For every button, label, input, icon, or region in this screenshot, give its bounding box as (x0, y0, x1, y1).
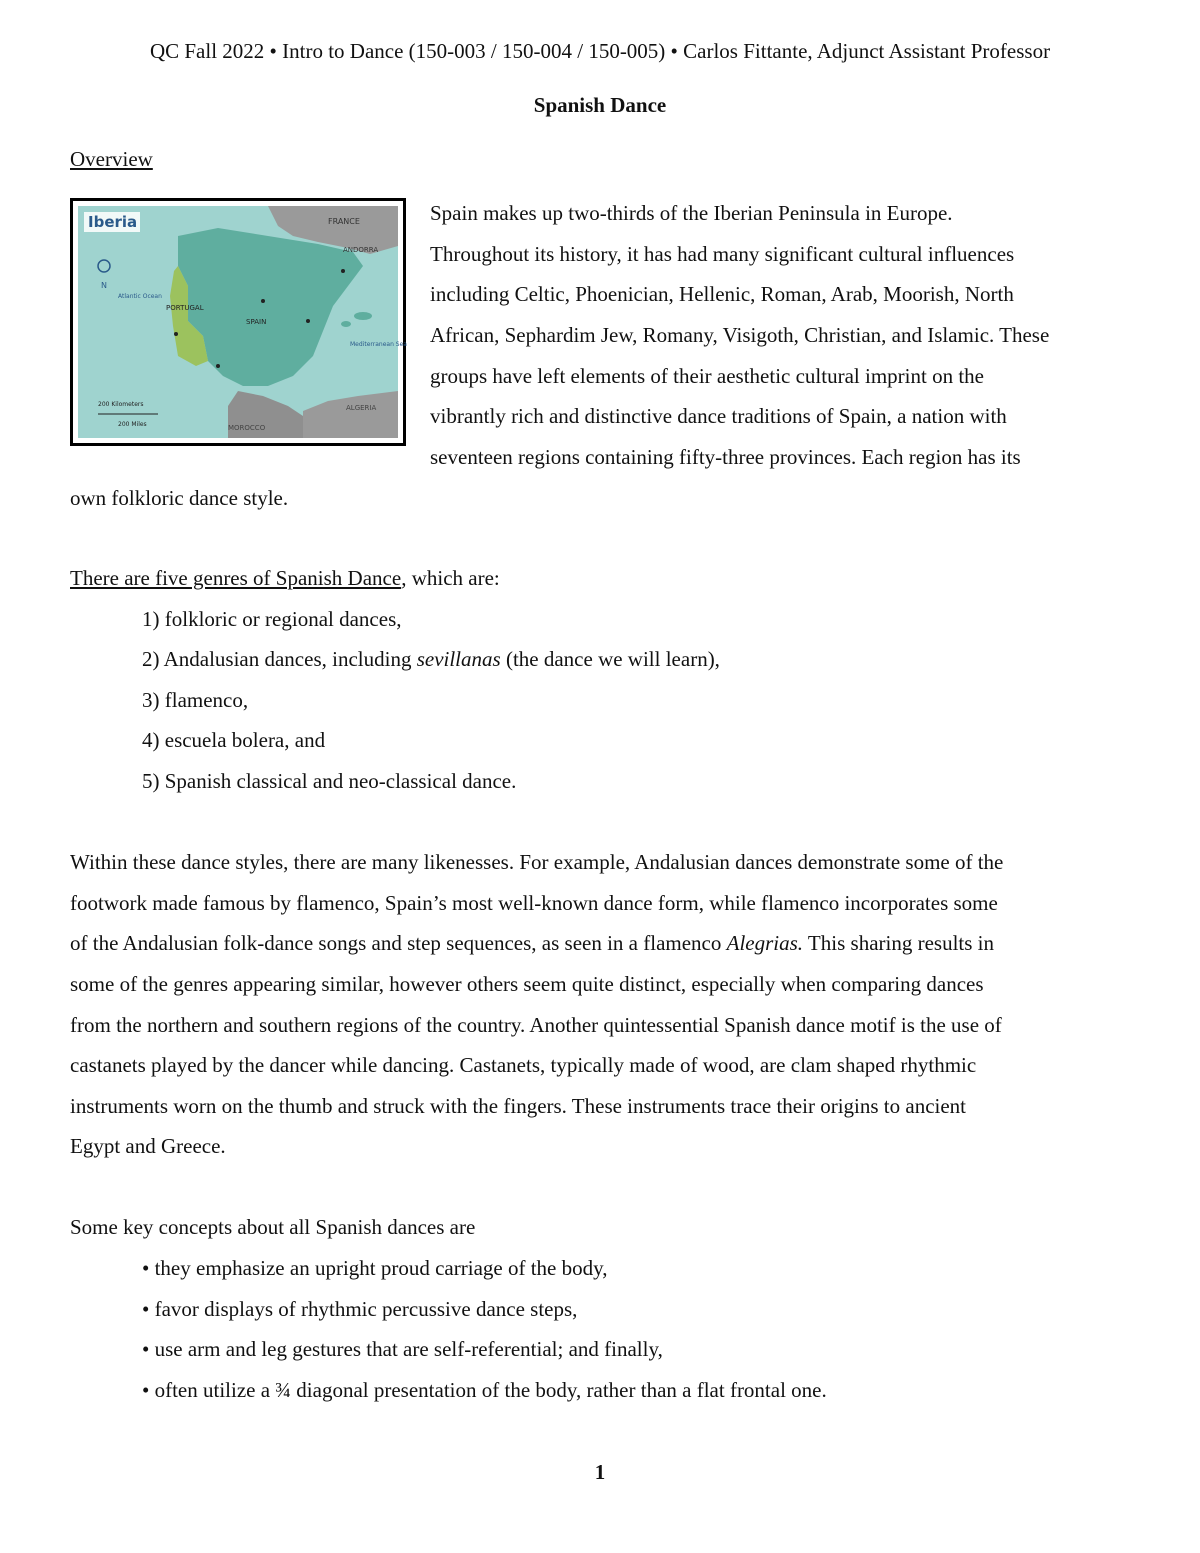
genre-item-2 (142, 644, 720, 674)
intro-line-1: Spain makes up two-thirds of the Iberian Peninsula in Europe. (430, 201, 953, 225)
genres-heading (70, 563, 500, 593)
map-scale-mi: 200 Miles (118, 421, 147, 428)
likeness-line-3-suffix: This sharing results in (803, 931, 995, 955)
concepts-heading: Some key concepts about all Spanish dances are (70, 1215, 476, 1239)
likeness-line-8: Egypt and Greece. (70, 1134, 226, 1158)
intro-line-4: African, Sephardim Jew, Romany, Visigoth, Christian, and Islamic. These (430, 323, 1050, 347)
map-label-algeria: ALGERIA (346, 404, 377, 412)
map-balearics (354, 312, 372, 320)
page-title: Spanish Dance (533, 93, 667, 117)
course-header: QC Fall 2022 • Intro to Dance (150-003 / 150-004 / 150-005) • Carlos Fittante, Adjunct Assistant Professor (149, 39, 1051, 63)
likeness-line-6: castanets played by the dancer while dancing. Castanets, typically made of wood, are clam shaped rhythmic (70, 1053, 977, 1077)
likeness-line-1: Within these dance styles, there are many likenesses. For example, Andalusian dances demonstrate some of the (70, 850, 1004, 874)
genres-heading-rest: , which are: (401, 566, 500, 590)
map-city-marker (261, 299, 265, 303)
genre-item-3: 3) flamenco, (142, 688, 249, 712)
map-city-marker (216, 364, 220, 368)
likeness-line-3 (70, 928, 994, 958)
likeness-line-3-prefix: of the Andalusian folk-dance songs and step sequences, as seen in a flamenco (70, 931, 727, 955)
genre-item-2-italic: sevillanas (416, 647, 501, 671)
genres-heading-underlined: There are five genres of Spanish Dance (70, 566, 402, 590)
genre-item-2-prefix: 2) Andalusian dances, including (142, 647, 417, 671)
likeness-line-5: from the northern and southern regions of the country. Another quintessential Spanish dance motif is the use of (70, 1013, 1002, 1037)
concept-item-1: • they emphasize an upright proud carriage of the body, (142, 1256, 608, 1280)
iberia-map (70, 198, 406, 446)
genre-item-1: 1) folkloric or regional dances, (142, 607, 402, 631)
page-number: 1 (594, 1460, 606, 1484)
map-label-spain: SPAIN (246, 318, 267, 326)
map-label-morocco: MOROCCO (228, 424, 266, 432)
map-label-portugal: PORTUGAL (166, 304, 204, 312)
map-label-atlantic: Atlantic Ocean (118, 293, 162, 300)
concept-item-3: • use arm and leg gestures that are self-referential; and finally, (142, 1337, 663, 1361)
genre-item-4: 4) escuela bolera, and (142, 728, 326, 752)
intro-line-3: including Celtic, Phoenician, Hellenic, Roman, Arab, Moorish, North (430, 282, 1014, 306)
iberia-map-graphic (78, 206, 407, 438)
genre-item-2-suffix: (the dance we will learn), (500, 647, 720, 671)
map-title: Iberia (88, 213, 138, 231)
likeness-line-3-italic: Alegrias. (726, 931, 804, 955)
intro-line-8: own folkloric dance style. (70, 486, 289, 510)
map-label-france: FRANCE (328, 217, 360, 226)
concept-item-4: • often utilize a ¾ diagonal presentation of the body, rather than a flat frontal one. (142, 1378, 827, 1402)
map-scale-km: 200 Kilometers (98, 401, 144, 408)
intro-line-2: Throughout its history, it has had many significant cultural influences (430, 242, 1015, 266)
map-north-label: N (101, 281, 107, 290)
map-balearics-small (341, 321, 351, 327)
map-label-mediterranean: Mediterranean Sea (350, 341, 407, 348)
map-label-andorra: ANDORRA (343, 246, 379, 254)
concept-item-2: • favor displays of rhythmic percussive dance steps, (142, 1297, 578, 1321)
map-city-marker (341, 269, 345, 273)
intro-line-7: seventeen regions containing fifty-three provinces. Each region has its (430, 445, 1021, 469)
likeness-line-7: instruments worn on the thumb and struck with the fingers. These instruments trace their origins to ancient (70, 1094, 967, 1118)
map-city-marker (174, 332, 178, 336)
genre-item-5: 5) Spanish classical and neo-classical dance. (142, 769, 517, 793)
overview-heading: Overview (70, 147, 153, 171)
likeness-line-4: some of the genres appearing similar, however others seem quite distinct, especially when comparing dances (70, 972, 984, 996)
intro-line-6: vibrantly rich and distinctive dance traditions of Spain, a nation with (430, 404, 1007, 428)
intro-line-5: groups have left elements of their aesthetic cultural imprint on the (430, 364, 984, 388)
likeness-line-2: footwork made famous by flamenco, Spain’s most well-known dance form, while flamenco incorporates some (70, 891, 998, 915)
map-city-marker (306, 319, 310, 323)
